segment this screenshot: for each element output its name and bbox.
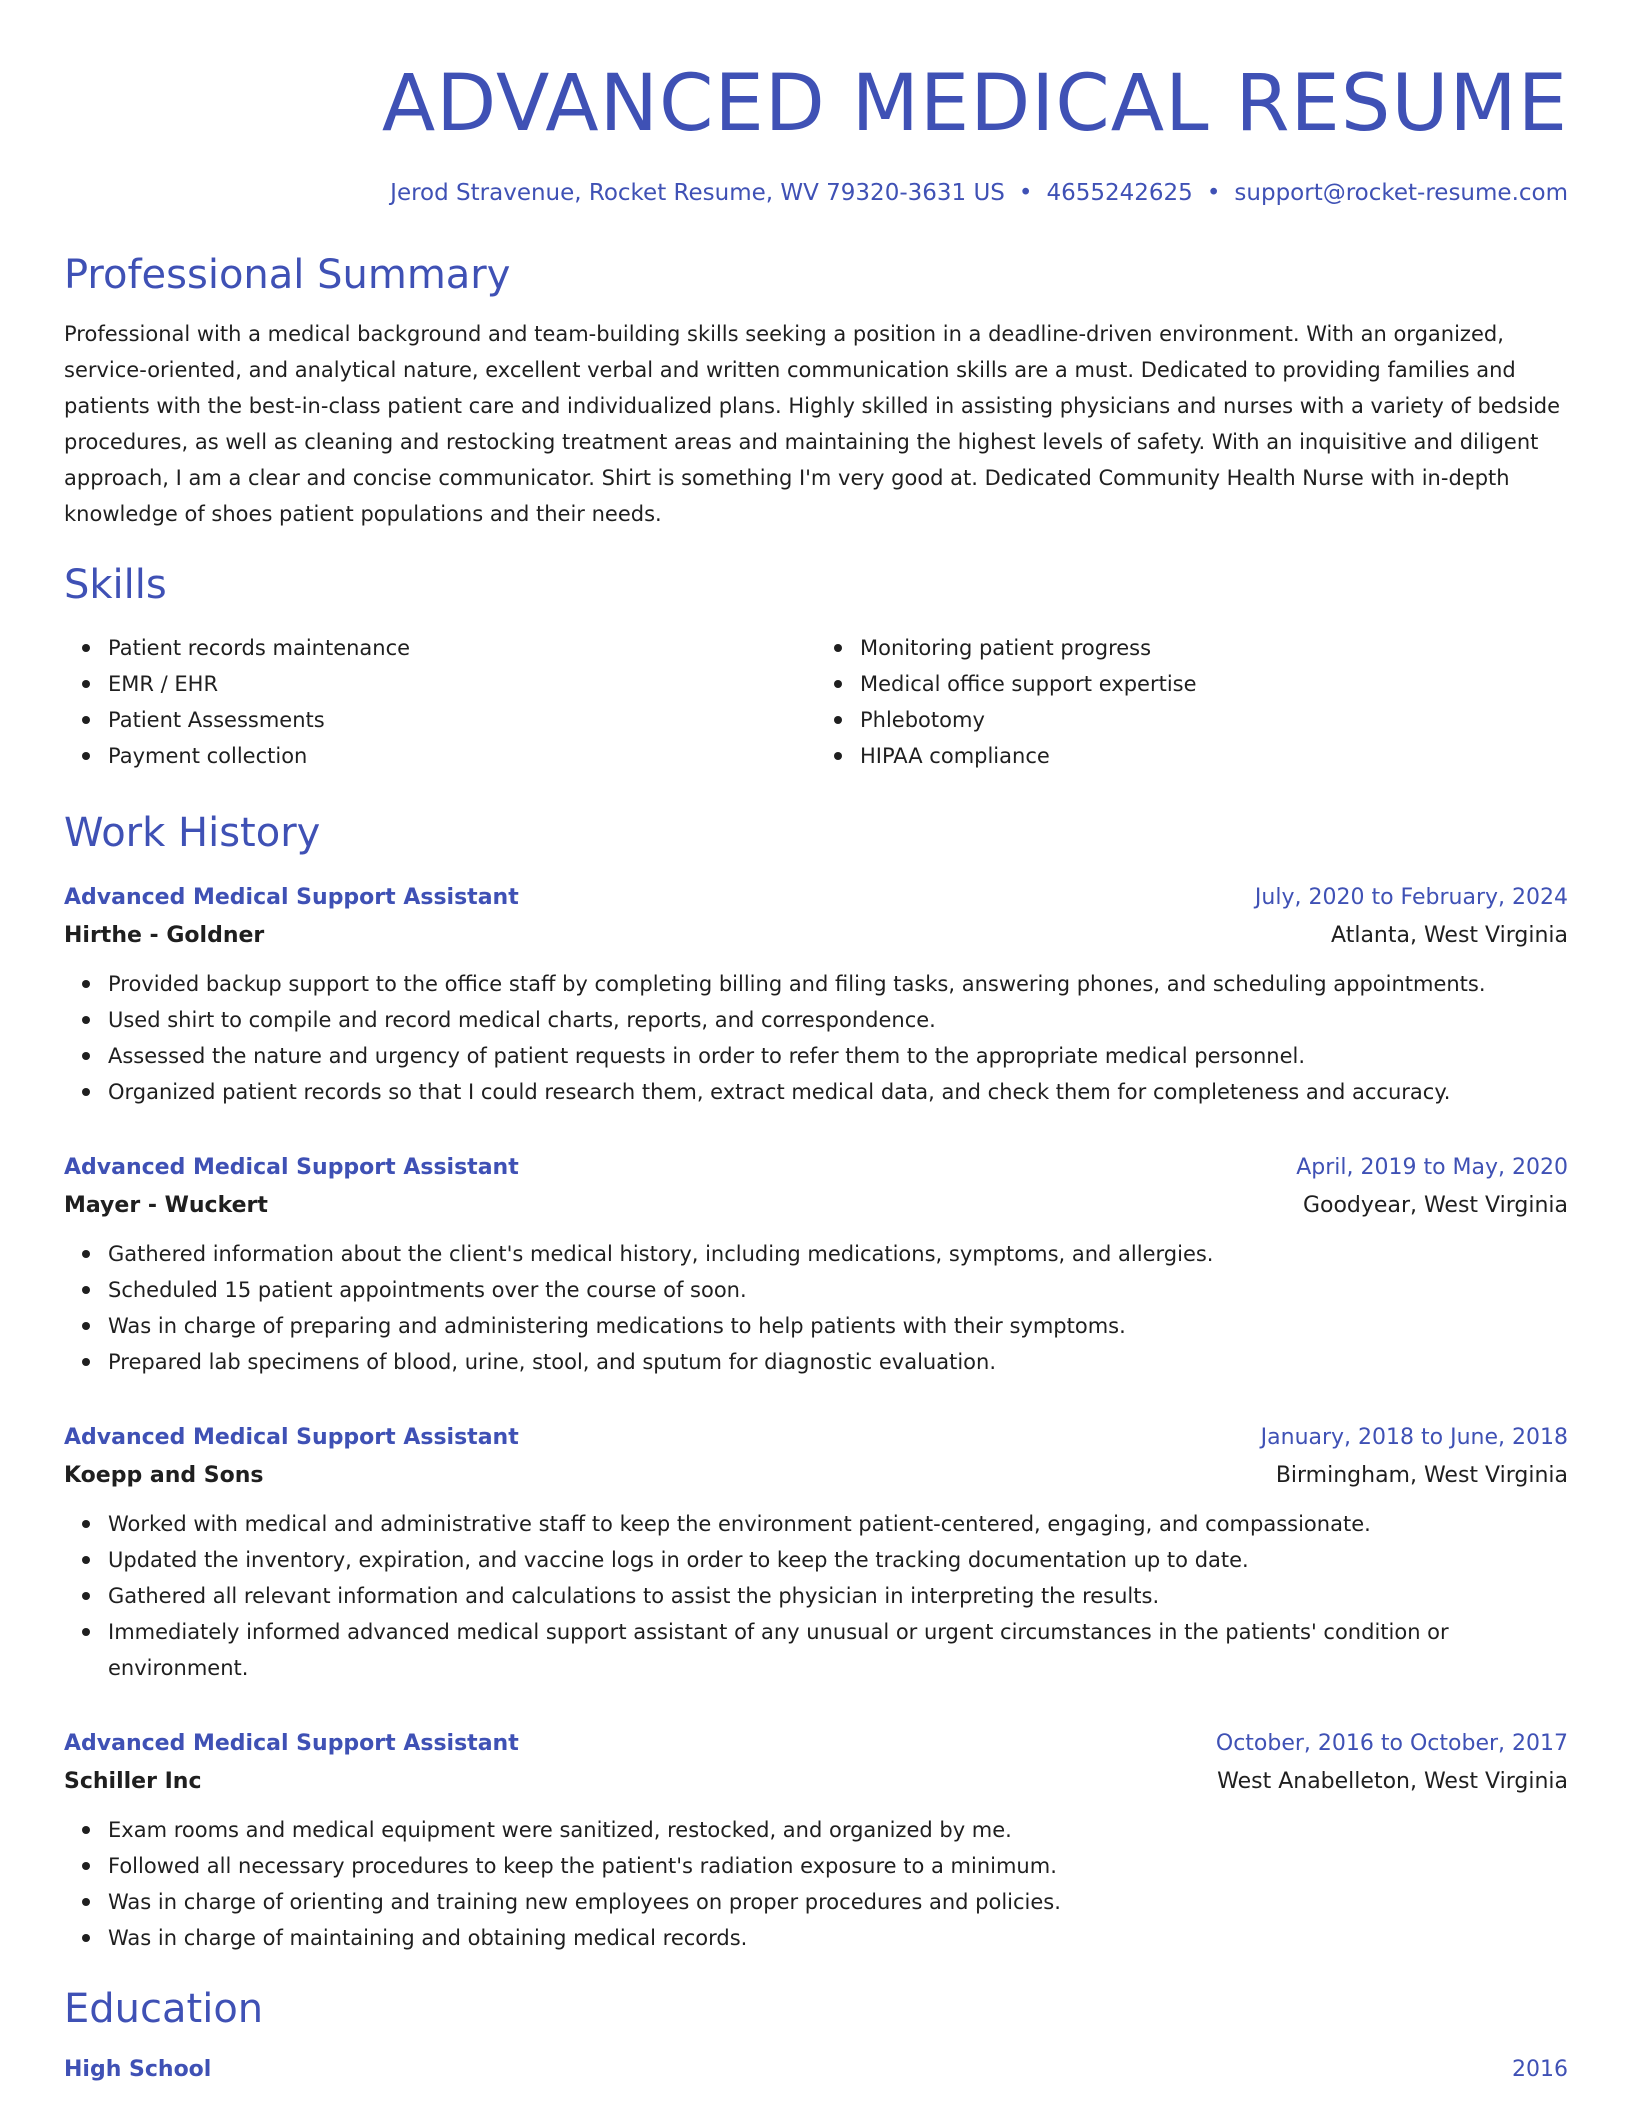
job-bullet: Organized patient records so that I could research them, extract medical data, and check them for completeness and accuracy. — [108, 1074, 1568, 1110]
job-entry — [64, 1150, 1568, 1380]
contact-line — [64, 178, 1568, 208]
job-entry — [64, 880, 1568, 1110]
education-entry — [64, 2052, 1568, 2088]
job-company: Mayer - Wuckert — [64, 1193, 268, 1218]
job-header-row — [64, 1420, 1568, 1456]
skills-heading: Skills — [64, 562, 167, 608]
education-school: High School — [64, 2057, 212, 2082]
contact-phone[interactable]: 4655242625 — [1046, 180, 1193, 206]
job-company: Koepp and Sons — [64, 1463, 264, 1488]
skills-column-right — [816, 630, 1568, 774]
skill-item: Medical office support expertise — [860, 666, 1568, 702]
job-bullet: Gathered information about the client's medical history, including medications, symptoms, and allergies. — [108, 1236, 1568, 1272]
job-dates: October, 2016 to October, 2017 — [1215, 1731, 1568, 1756]
job-bullet: Was in charge of preparing and administering medications to help patients with their symptoms. — [108, 1308, 1568, 1344]
job-company: Schiller Inc — [64, 1769, 202, 1794]
skill-item: Payment collection — [108, 738, 816, 774]
skill-item: Monitoring patient progress — [860, 630, 1568, 666]
job-title: Advanced Medical Support Assistant — [64, 1155, 519, 1180]
job-entry — [64, 1726, 1568, 1956]
contact-separator: • — [1018, 180, 1033, 206]
job-header-row — [64, 1726, 1568, 1762]
job-bullets — [64, 1506, 1568, 1686]
skill-item: EMR / EHR — [108, 666, 816, 702]
summary-text: Professional with a medical background and team-building skills seeking a position in a deadline-driven environment. With an organized, service-oriented, and analytical nature, excellent verbal and written communication skills are a must. Dedicated to providing families and patients with the best-in-class patient care and individualized plans. Highly skilled in assisting physicians and nurses with a variety of bedside procedures, as well as cleaning and restocking treatment areas and maintaining the highest levels of safety. With an inquisitive and diligent approach, I am a clear and concise communicator. Shirt is something I'm very good at. Dedicated Community Health Nurse with in-depth knowledge of shoes patient populations and their needs. — [64, 322, 1561, 526]
job-entry — [64, 1420, 1568, 1686]
education-heading: Education — [64, 1986, 264, 2032]
skill-item: Phlebotomy — [860, 702, 1568, 738]
job-header-row — [64, 1150, 1568, 1186]
job-bullet: Exam rooms and medical equipment were sanitized, restocked, and organized by me. — [108, 1812, 1568, 1848]
job-bullets — [64, 1812, 1568, 1956]
work-history-heading: Work History — [64, 810, 321, 856]
skills-column-left — [64, 630, 816, 774]
skill-item: Patient Assessments — [108, 702, 816, 738]
job-company: Hirthe - Goldner — [64, 923, 265, 948]
contact-email[interactable]: support@rocket-resume.com — [1234, 180, 1568, 206]
job-bullet: Gathered all relevant information and calculations to assist the physician in interpreting the results. — [108, 1578, 1568, 1614]
resume-title: ADVANCED MEDICAL RESUME — [381, 59, 1568, 149]
job-dates: April, 2019 to May, 2020 — [1296, 1155, 1568, 1180]
job-title: Advanced Medical Support Assistant — [64, 1425, 519, 1450]
job-bullet: Prepared lab specimens of blood, urine, stool, and sputum for diagnostic evaluation. — [108, 1344, 1568, 1380]
job-header-row — [64, 880, 1568, 916]
job-bullet: Assessed the nature and urgency of patient requests in order to refer them to the appropriate medical personnel. — [108, 1038, 1568, 1074]
contact-separator: • — [1206, 180, 1221, 206]
job-location: Goodyear, West Virginia — [1302, 1193, 1568, 1218]
summary-heading: Professional Summary — [64, 252, 511, 298]
job-company-row — [64, 1186, 1568, 1226]
job-company-row — [64, 1762, 1568, 1802]
contact-address: Jerod Stravenue, Rocket Resume, WV 79320-3631 US — [390, 180, 1005, 206]
job-title: Advanced Medical Support Assistant — [64, 885, 519, 910]
job-location: West Anabelleton, West Virginia — [1217, 1769, 1568, 1794]
job-company-row — [64, 1456, 1568, 1496]
skills-list — [64, 630, 1568, 774]
job-bullet: Scheduled 15 patient appointments over the course of soon. — [108, 1272, 1568, 1308]
job-bullets — [64, 1236, 1568, 1380]
job-location: Birmingham, West Virginia — [1275, 1463, 1568, 1488]
job-location: Atlanta, West Virginia — [1331, 923, 1568, 948]
job-company-row — [64, 916, 1568, 956]
job-bullet: Used shirt to compile and record medical charts, reports, and correspondence. — [108, 1002, 1568, 1038]
education-year: 2016 — [1512, 2057, 1568, 2082]
skill-item: Patient records maintenance — [108, 630, 816, 666]
job-dates: July, 2020 to February, 2024 — [1254, 885, 1568, 910]
job-dates: January, 2018 to June, 2018 — [1260, 1425, 1568, 1450]
job-bullet: Immediately informed advanced medical support assistant of any unusual or urgent circumstances in the patients' condition or environment. — [108, 1614, 1568, 1686]
job-bullet: Was in charge of maintaining and obtaining medical records. — [108, 1920, 1568, 1956]
resume-page — [64, 0, 1568, 2088]
job-bullets — [64, 966, 1568, 1110]
job-bullet: Followed all necessary procedures to keep the patient's radiation exposure to a minimum. — [108, 1848, 1568, 1884]
job-bullet: Was in charge of orienting and training new employees on proper procedures and policies. — [108, 1884, 1568, 1920]
job-bullet: Updated the inventory, expiration, and vaccine logs in order to keep the tracking documentation up to date. — [108, 1542, 1568, 1578]
job-title: Advanced Medical Support Assistant — [64, 1731, 519, 1756]
job-bullet: Provided backup support to the office staff by completing billing and filing tasks, answering phones, and scheduling appointments. — [108, 966, 1568, 1002]
skill-item: HIPAA compliance — [860, 738, 1568, 774]
job-bullet: Worked with medical and administrative staff to keep the environment patient-centered, engaging, and compassionate. — [108, 1506, 1568, 1542]
